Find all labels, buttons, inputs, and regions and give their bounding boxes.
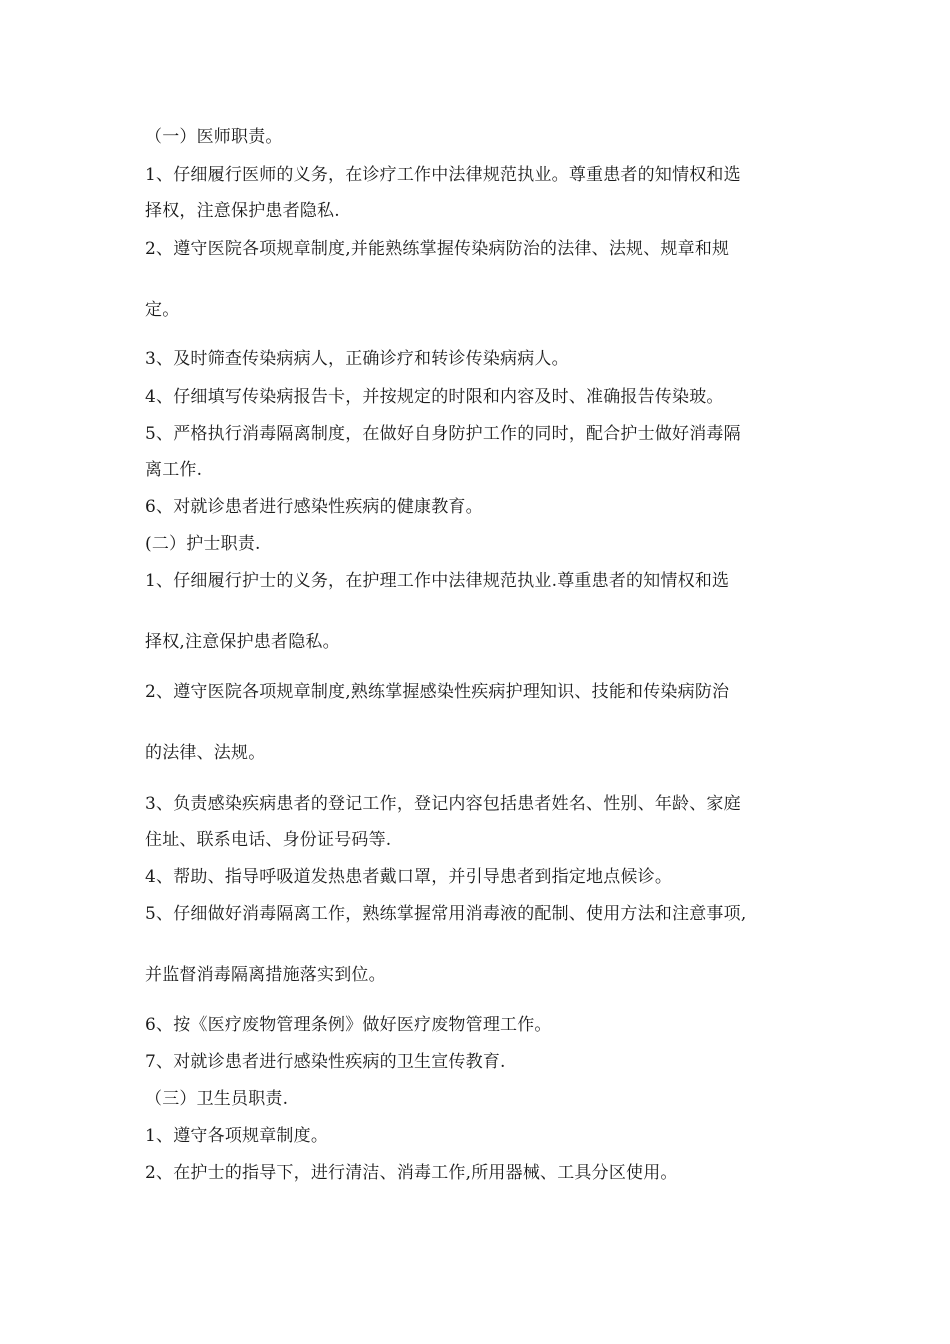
section-heading-sanitation: （三）卫生员职责. [145, 1089, 289, 1109]
paragraph-line: 1、仔细履行医师的义务，在诊疗工作中法律规范执业。尊重患者的知情权和选 [145, 165, 741, 185]
paragraph-line: 7、对就诊患者进行感染性疾病的卫生宣传教育. [145, 1052, 506, 1072]
section-heading-physician: （一）医师职责。 [145, 127, 283, 147]
paragraph-line: 3、及时筛查传染病病人，正确诊疗和转诊传染病病人。 [145, 349, 569, 369]
paragraph-line: 5、仔细做好消毒隔离工作，熟练掌握常用消毒液的配制、使用方法和注意事项, [145, 904, 747, 924]
paragraph-line: 并监督消毒隔离措施落实到位。 [145, 965, 386, 985]
paragraph-line: 择权,注意保护患者隐私。 [145, 632, 340, 652]
paragraph-line: 的法律、法规。 [145, 743, 266, 763]
paragraph-line: 6、按《医疗废物管理条例》做好医疗废物管理工作。 [145, 1015, 552, 1035]
paragraph-line: 离工作. [145, 460, 203, 480]
paragraph-line: 1、遵守各项规章制度。 [145, 1126, 329, 1146]
paragraph-line: 4、仔细填写传染病报告卡，并按规定的时限和内容及时、准确报告传染玻。 [145, 387, 724, 407]
paragraph-line: 2、在护士的指导下，进行清洁、消毒工作,所用器械、工具分区使用。 [145, 1163, 678, 1183]
paragraph-line: 3、负责感染疾病患者的登记工作，登记内容包括患者姓名、性别、年龄、家庭 [145, 794, 741, 814]
section-heading-nurse: (二）护士职责. [145, 534, 261, 554]
paragraph-line: 4、帮助、指导呼吸道发热患者戴口罩，并引导患者到指定地点候诊。 [145, 867, 673, 887]
paragraph-line: 择权，注意保护患者隐私. [145, 201, 340, 221]
paragraph-line: 住址、联系电话、身份证号码等. [145, 830, 392, 850]
paragraph-line: 6、对就诊患者进行感染性疾病的健康教育。 [145, 497, 483, 517]
paragraph-line: 2、遵守医院各项规章制度,熟练掌握感染性疾病护理知识、技能和传染病防治 [145, 682, 730, 702]
paragraph-line: 1、仔细履行护士的义务，在护理工作中法律规范执业.尊重患者的知情权和选 [145, 571, 730, 591]
paragraph-line: 定。 [145, 300, 180, 320]
paragraph-line: 2、遵守医院各项规章制度,并能熟练掌握传染病防治的法律、法规、规章和规 [145, 239, 730, 259]
paragraph-line: 5、严格执行消毒隔离制度，在做好自身防护工作的同时，配合护士做好消毒隔 [145, 424, 741, 444]
